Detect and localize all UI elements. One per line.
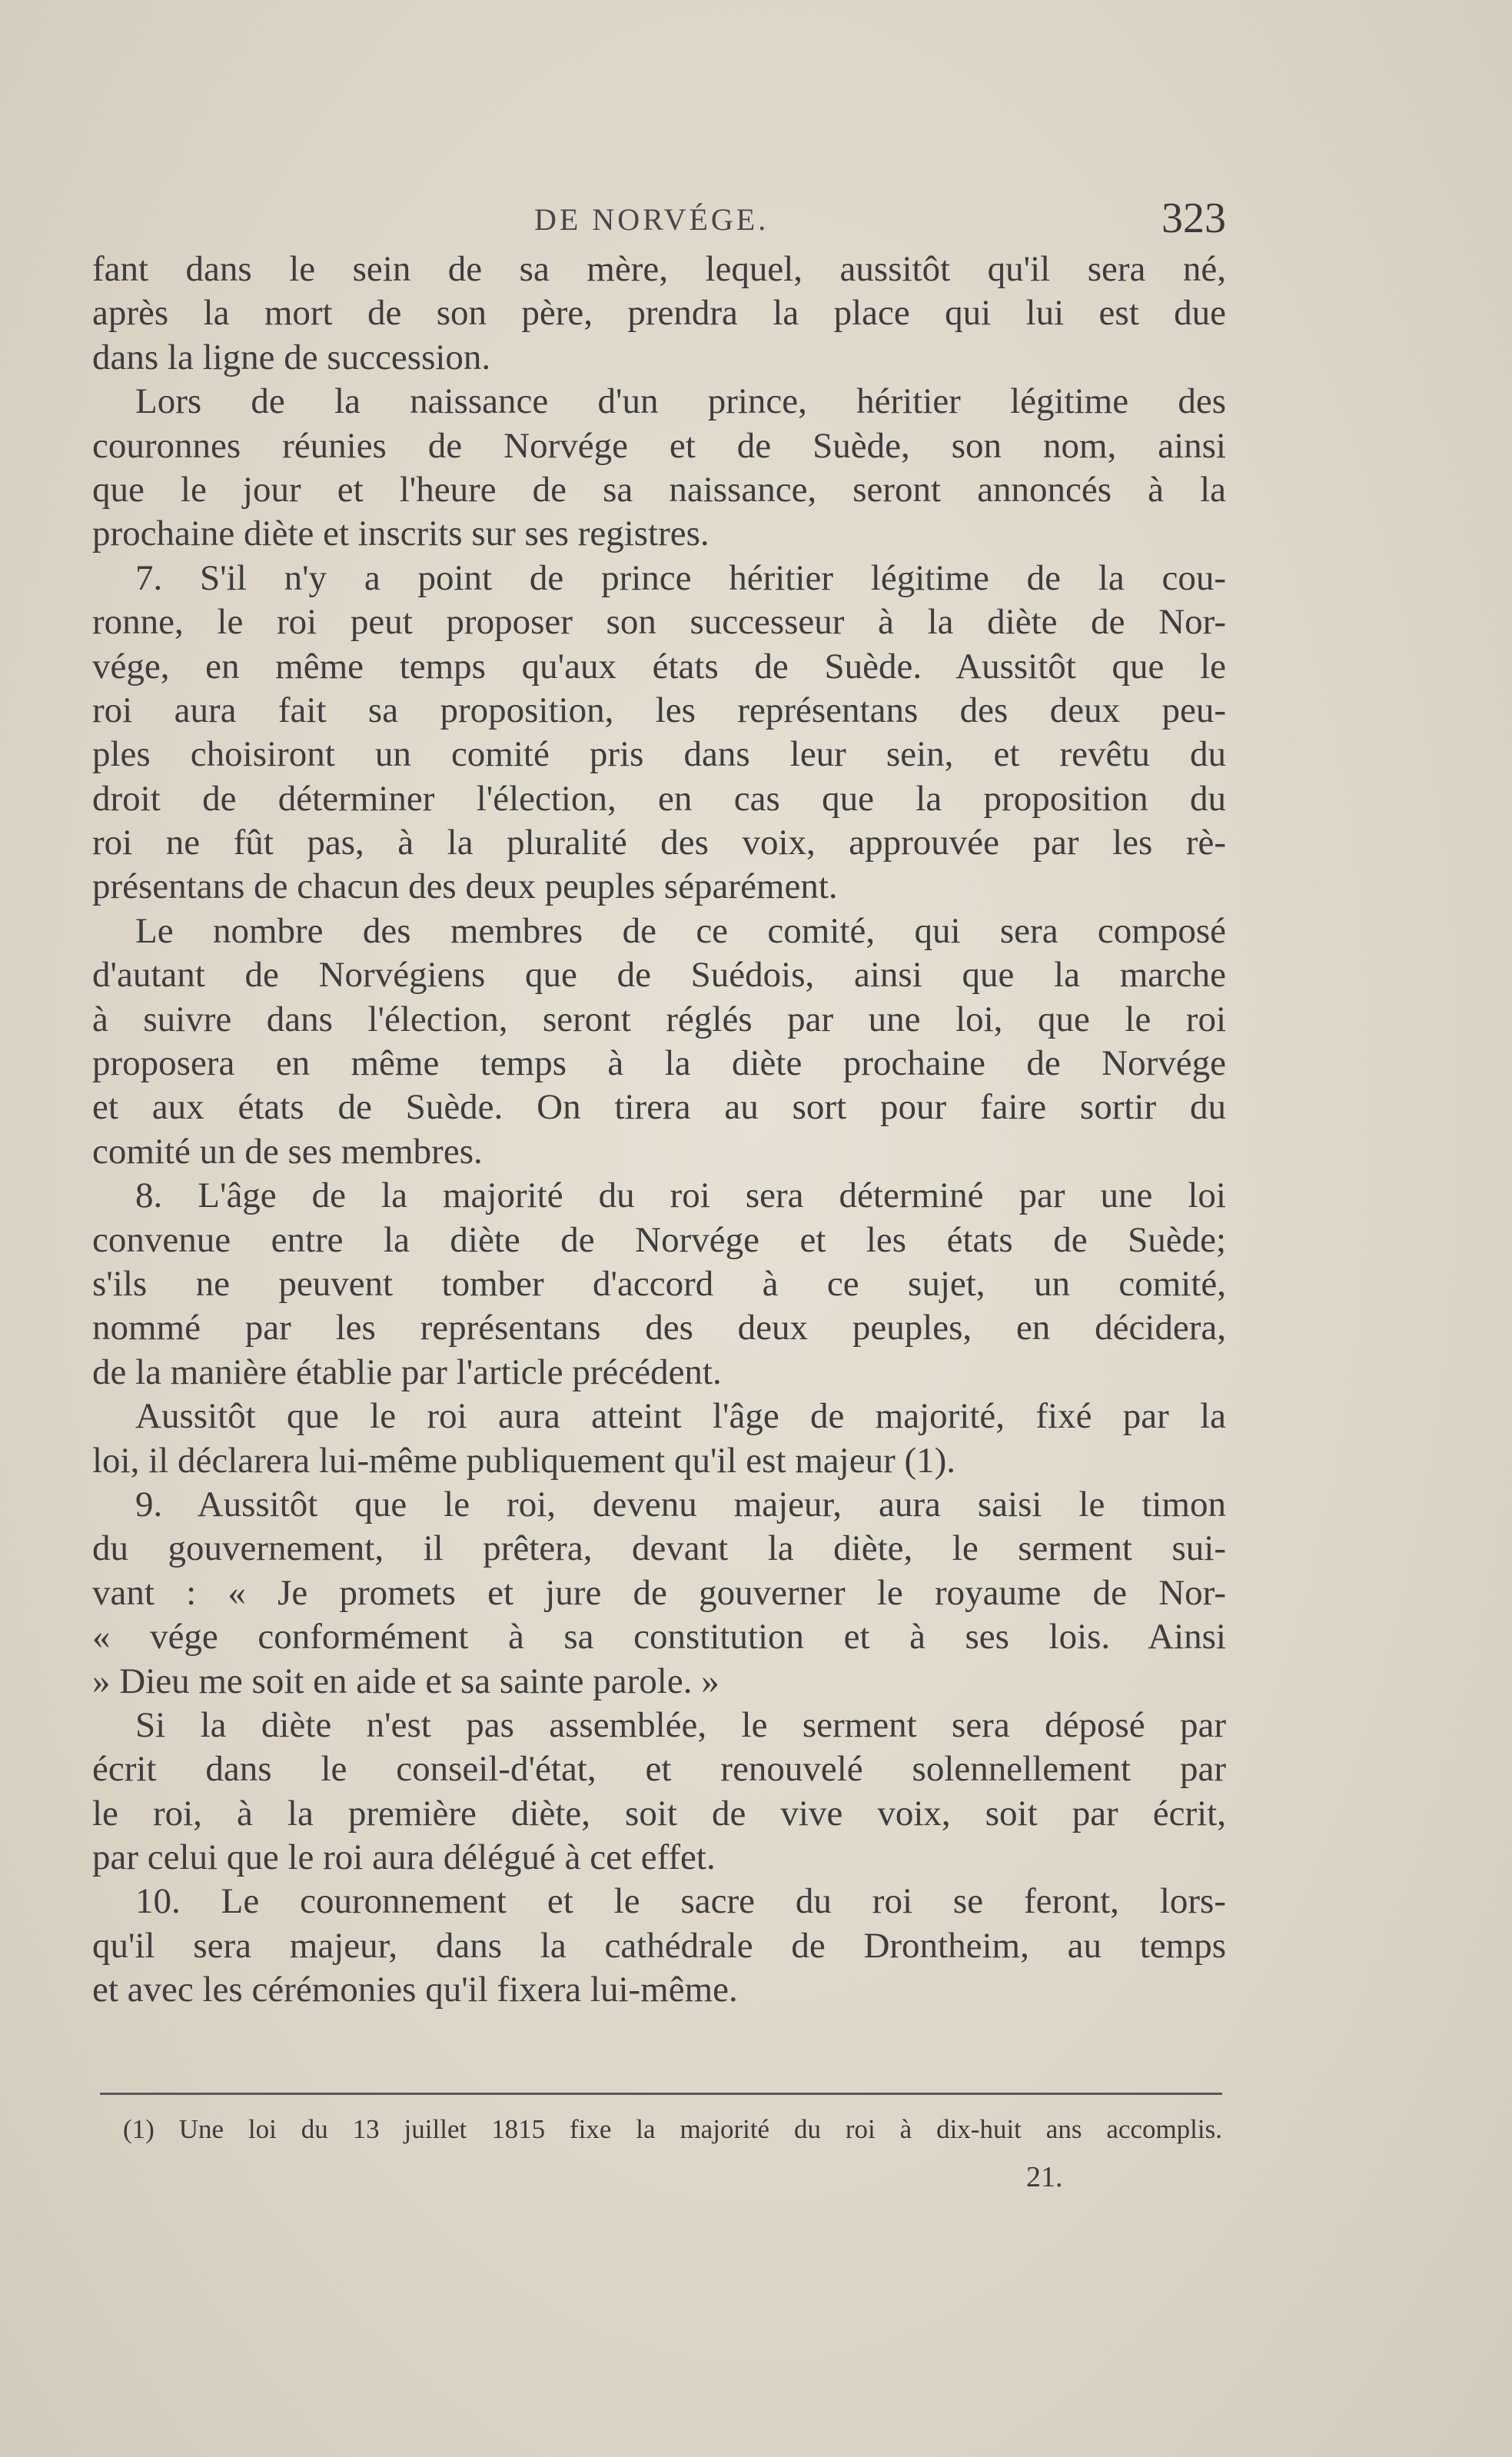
text-line: Aussitôt que le roi aura atteint l'âge de majorité, fixé par la — [135, 1396, 1226, 1437]
text-line: fant dans le sein de sa mère, lequel, aussitôt qu'il sera né, — [92, 249, 1226, 289]
text-line: convenue entre la diète de Norvége et les états de Suède; — [92, 1219, 1226, 1260]
page-number: 323 — [1161, 194, 1226, 242]
text-line: après la mort de son père, prendra la place qui lui est due — [92, 293, 1226, 334]
text-line: droit de déterminer l'élection, en cas que la proposition du — [92, 778, 1226, 819]
text-line: prochaine diète et inscrits sur ses registres. — [92, 514, 709, 554]
text-line: et aux états de Suède. On tirera au sort pour faire sortir du — [92, 1087, 1226, 1128]
footnote-divider — [100, 2093, 1222, 2095]
body-text — [92, 248, 1226, 2013]
text-line: vége, en même temps qu'aux états de Suède. Aussitôt que le — [92, 646, 1226, 687]
text-line: nommé par les représentans des deux peuples, en décidera, — [92, 1308, 1226, 1348]
text-line: couronnes réunies de Norvége et de Suède, son nom, ainsi — [92, 425, 1226, 466]
text-line: 8. L'âge de la majorité du roi sera déterminé par une loi — [135, 1175, 1226, 1216]
text-line: ronne, le roi peut proposer son successeur à la diète de Nor- — [92, 602, 1226, 643]
footnote: (1) Une loi du 13 juillet 1815 fixe la majorité du roi à dix-huit ans accomplis. — [123, 2114, 1222, 2144]
text-line: dans la ligne de succession. — [92, 337, 491, 377]
text-line: Si la diète n'est pas assemblée, le serment sera déposé par — [135, 1704, 1226, 1745]
text-line: ples choisiront un comité pris dans leur sein, et revêtu du — [92, 734, 1226, 775]
text-line: par celui que le roi aura délégué à cet effet. — [92, 1837, 716, 1878]
text-line: s'ils ne peuvent tomber d'accord à ce sujet, un comité, — [92, 1263, 1226, 1304]
text-line: proposera en même temps à la diète prochaine de Norvége — [92, 1043, 1226, 1084]
text-line: roi aura fait sa proposition, les représentans des deux peu- — [92, 690, 1226, 730]
text-line: Lors de la naissance d'un prince, héritier légitime des — [135, 381, 1226, 422]
text-line: de la manière établie par l'article précédent. — [92, 1352, 722, 1392]
text-line: 10. Le couronnement et le sacre du roi se feront, lors- — [135, 1881, 1226, 1922]
text-line: « vége conformément à sa constitution et à ses lois. Ainsi — [92, 1617, 1226, 1657]
text-line: roi ne fût pas, à la pluralité des voix, approuvée par les rè- — [92, 823, 1226, 863]
text-line: écrit dans le conseil-d'état, et renouvelé solennellement par — [92, 1749, 1226, 1790]
text-line: d'autant de Norvégiens que de Suédois, ainsi que la marche — [92, 955, 1226, 996]
text-line: le roi, à la première diète, soit de vive voix, soit par écrit, — [92, 1793, 1226, 1834]
text-line: qu'il sera majeur, dans la cathédrale de Drontheim, au temps — [92, 1925, 1226, 1966]
text-line: 7. S'il n'y a point de prince héritier légitime de la cou- — [135, 557, 1226, 598]
text-line: que le jour et l'heure de sa naissance, seront annoncés à la — [92, 469, 1226, 510]
text-line: du gouvernement, il prêtera, devant la diète, le serment sui- — [92, 1528, 1226, 1569]
text-line: » Dieu me soit en aide et sa sainte parole. » — [92, 1661, 719, 1701]
text-line: présentans de chacun des deux peuples séparément. — [92, 866, 838, 907]
text-line: comité un de ses membres. — [92, 1131, 483, 1172]
text-line: et avec les cérémonies qu'il fixera lui-même. — [92, 1970, 738, 2010]
signature-mark: 21. — [1026, 2161, 1063, 2193]
text-line: à suivre dans l'élection, seront réglés par une loi, que le roi — [92, 999, 1226, 1039]
page-header — [92, 194, 1226, 244]
text-line: 9. Aussitôt que le roi, devenu majeur, aura saisi le timon — [135, 1484, 1226, 1524]
text-line: loi, il déclarera lui-même publiquement qu'il est majeur (1). — [92, 1440, 956, 1481]
running-title: DE NORVÉGE. — [534, 202, 769, 237]
text-line: Le nombre des membres de ce comité, qui sera composé — [135, 910, 1226, 951]
text-line: vant : « Je promets et jure de gouverner le royaume de Nor- — [92, 1572, 1226, 1613]
